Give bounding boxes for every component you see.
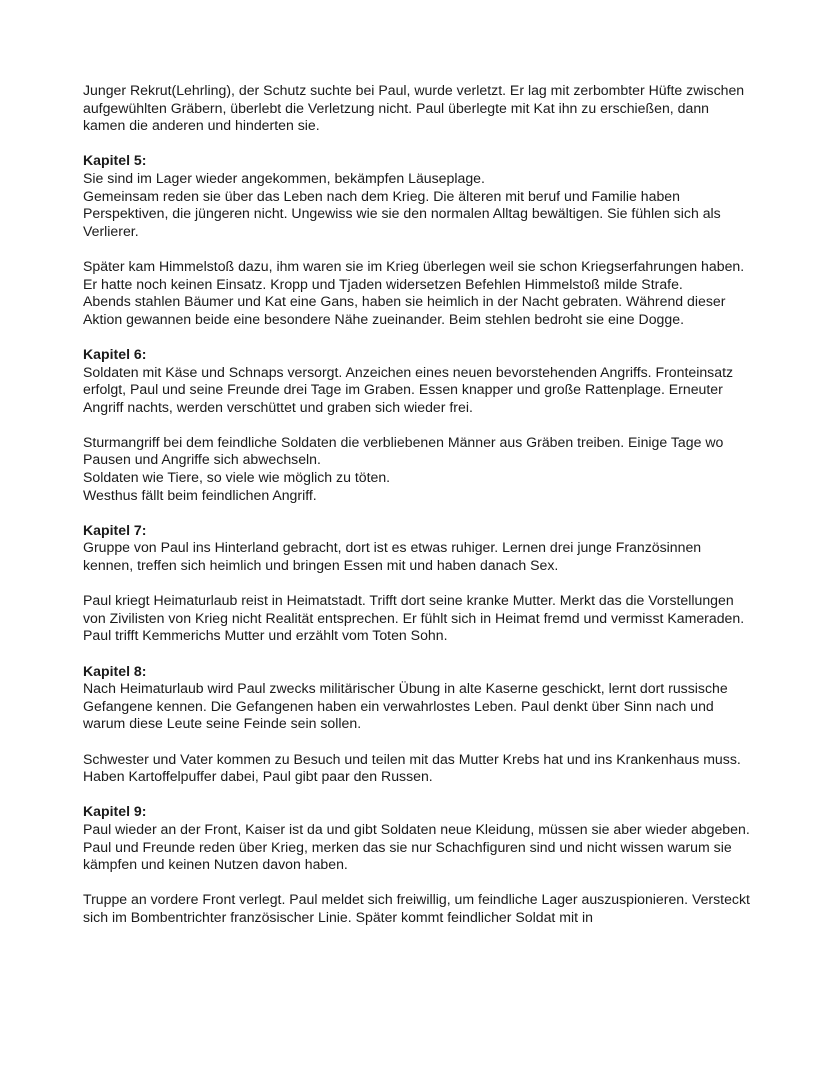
paragraph: Truppe an vordere Front verlegt. Paul meldet sich freiwillig, um feindliche Lager auszuspionieren. Versteckt sich im Bombentrichter französischer Linie. Später kommt feindlicher Soldat mit in: [83, 891, 750, 925]
chapter-heading-8: Kapitel 8:: [83, 662, 147, 679]
paragraph: Sturmangriff bei dem feindliche Soldaten die verbliebenen Männer aus Gräben treiben. Einige Tage wo Pausen und Angriffe sich abwechseln.: [83, 433, 724, 468]
intro-paragraph: Junger Rekrut(Lehrling), der Schutz suchte bei Paul, wurde verletzt. Er lag mit zerbombter Hüfte zwischen aufgewühlten Gräbern, überlebt die Verletzung nicht. Paul überlegte mit Kat ihn zu erschießen, dann kamen die anderen und hinderten sie.: [83, 82, 745, 134]
paragraph: Schwester und Vater kommen zu Besuch und teilen mit das Mutter Krebs hat und ins Krankenhaus muss. Haben Kartoffelpuffer dabei, Paul gibt paar den Russen.: [83, 750, 741, 785]
document-page: [83, 82, 753, 927]
paragraph: Sie sind im Lager wieder angekommen, bekämpfen Läuseplage.: [83, 169, 485, 186]
spacer: [83, 416, 753, 434]
paragraph: Gemeinsam reden sie über das Leben nach dem Krieg. Die älteren mit beruf und Familie haben Perspektiven, die jüngeren nicht. Ungewiss wie sie den normalen Alltag bewältigen. Sie fühlen sich als Verlierer.: [83, 187, 721, 239]
paragraph: Später kam Himmelstoß dazu, ihm waren sie im Krieg überlegen weil sie schon Kriegserfahrungen haben. Er hatte noch keinen Einsatz. Kropp und Tjaden widersetzen Befehlen Himmelstoß milde Strafe.: [83, 257, 745, 292]
paragraph: Nach Heimaturlaub wird Paul zwecks militärischer Übung in alte Kaserne geschickt, lernt dort russische Gefangene kennen. Die Gefangenen haben ein verwahrlostes Leben. Paul denkt über Sinn nach und warum diese Leute seine Feinde sein sollen.: [83, 680, 728, 732]
paragraph: Westhus fällt beim feindlichen Angriff.: [83, 486, 317, 503]
paragraph: Paul trifft Kemmerichs Mutter und erzählt vom Toten Sohn.: [83, 627, 448, 644]
spacer: [83, 504, 753, 522]
paragraph: Soldaten wie Tiere, so viele wie möglich zu töten.: [83, 469, 391, 486]
chapter-heading-9: Kapitel 9:: [83, 803, 147, 820]
paragraph: Paul wieder an der Front, Kaiser ist da und gibt Soldaten neue Kleidung, müssen sie aber wieder abgeben. Paul und Freunde reden über Krieg, merken das sie nur Schachfiguren sind und nicht wissen warum sie kämpfen und keinen Nutzen davon haben.: [83, 820, 750, 873]
paragraph: Soldaten mit Käse und Schnaps versorgt. Anzeichen eines neuen bevorstehenden Angriffs. Fronteinsatz erfolgt, Paul und seine Freunde drei Tage im Graben. Essen knapper und große Rattenplage. Erneuter Angriff nachts, werden verschüttet und graben sich wieder frei.: [83, 363, 734, 415]
chapter-heading-5: Kapitel 5:: [83, 152, 147, 169]
spacer: [83, 240, 753, 258]
paragraph: Paul kriegt Heimaturlaub reist in Heimatstadt. Trifft dort seine kranke Mutter. Merkt das die Vorstellungen von Zivilisten von Krieg nicht Realität entsprechen. Er fühlt sich in Heimat fremd und vermisst Kameraden.: [83, 592, 745, 626]
spacer: [83, 733, 753, 751]
spacer: [83, 786, 753, 804]
spacer: [83, 135, 753, 153]
spacer: [83, 575, 753, 593]
spacer: [83, 328, 753, 346]
chapter-heading-6: Kapitel 6:: [83, 345, 147, 362]
spacer: [83, 645, 753, 663]
spacer: [83, 874, 753, 892]
chapter-heading-7: Kapitel 7:: [83, 521, 147, 538]
paragraph: Abends stahlen Bäumer und Kat eine Gans, haben sie heimlich in der Nacht gebraten. Während dieser Aktion gewannen beide eine besondere Nähe zueinander. Beim stehlen bedroht sie eine Dogge.: [83, 293, 726, 327]
paragraph: Gruppe von Paul ins Hinterland gebracht, dort ist es etwas ruhiger. Lernen drei junge Französinnen kennen, treffen sich heimlich und bringen Essen mit und haben danach Sex.: [83, 539, 702, 574]
